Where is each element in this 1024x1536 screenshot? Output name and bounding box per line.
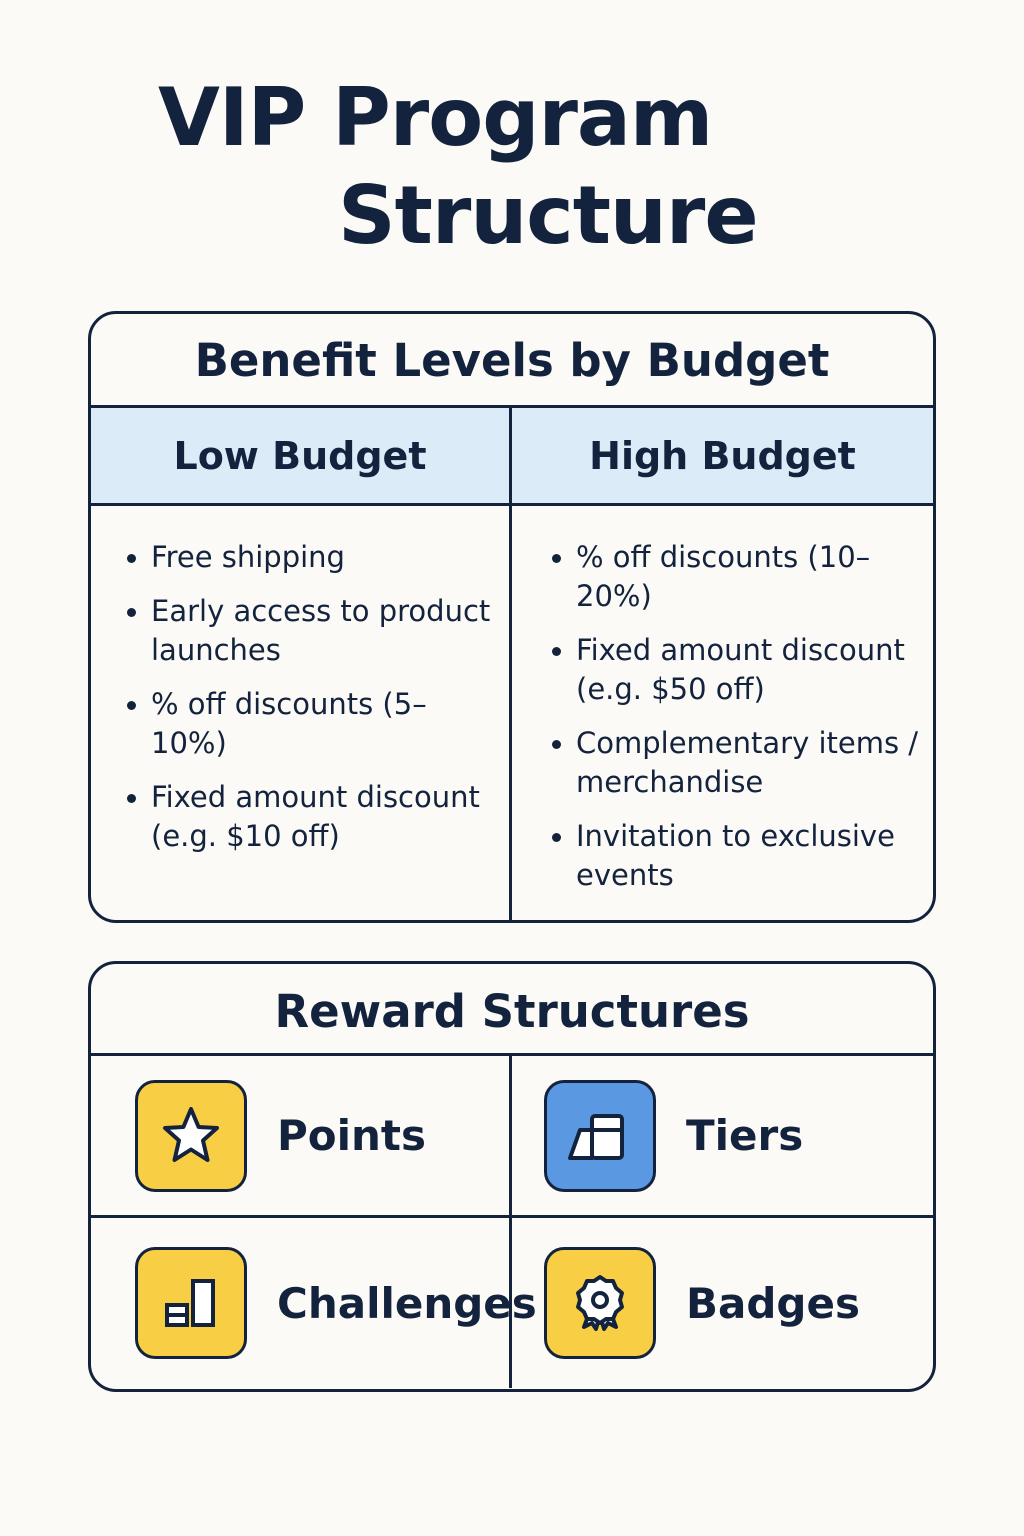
list-item: Fixed amount discount (e.g. $10 off) (118, 778, 501, 856)
budget-column-headers (91, 408, 933, 506)
reward-tiers (512, 1056, 933, 1218)
reward-grid (91, 1056, 933, 1388)
low-budget-column (91, 506, 512, 920)
benefit-levels-panel (88, 311, 936, 923)
reward-label: Points (277, 1111, 427, 1160)
list-item: % off discounts (5–10%) (118, 685, 501, 763)
page-title-line-1: VIP Program (158, 71, 713, 164)
reward-structures-panel (88, 961, 936, 1392)
list-item: Free shipping (118, 538, 501, 577)
high-budget-column (512, 506, 933, 920)
reward-structures-heading: Reward Structures (91, 964, 933, 1056)
high-budget-header: High Budget (589, 433, 856, 478)
reward-label: Badges (686, 1278, 860, 1328)
badge-icon (544, 1247, 656, 1359)
list-item: Fixed amount discount (e.g. $50 off) (543, 631, 925, 709)
tiers-icon (544, 1080, 656, 1192)
low-budget-header: Low Budget (91, 408, 512, 503)
reward-badges (512, 1218, 933, 1388)
list-item: Invitation to exclusive events (543, 817, 925, 895)
reward-challenges (91, 1218, 537, 1388)
budget-columns (91, 506, 933, 920)
list-item: % off discounts (10–20%) (543, 538, 925, 616)
star-icon (135, 1080, 247, 1192)
bar-chart-icon (135, 1247, 247, 1359)
list-item: Early access to product launches (118, 592, 501, 670)
low-budget-list (118, 538, 501, 856)
benefit-levels-heading: Benefit Levels by Budget (91, 314, 933, 408)
reward-label: Challenges (277, 1278, 537, 1328)
reward-label: Tiers (686, 1111, 804, 1160)
list-item: Complementary items / merchandise (543, 724, 925, 802)
page-title-line-2: Structure (338, 169, 758, 262)
high-budget-list (543, 538, 925, 895)
reward-points (91, 1056, 512, 1218)
